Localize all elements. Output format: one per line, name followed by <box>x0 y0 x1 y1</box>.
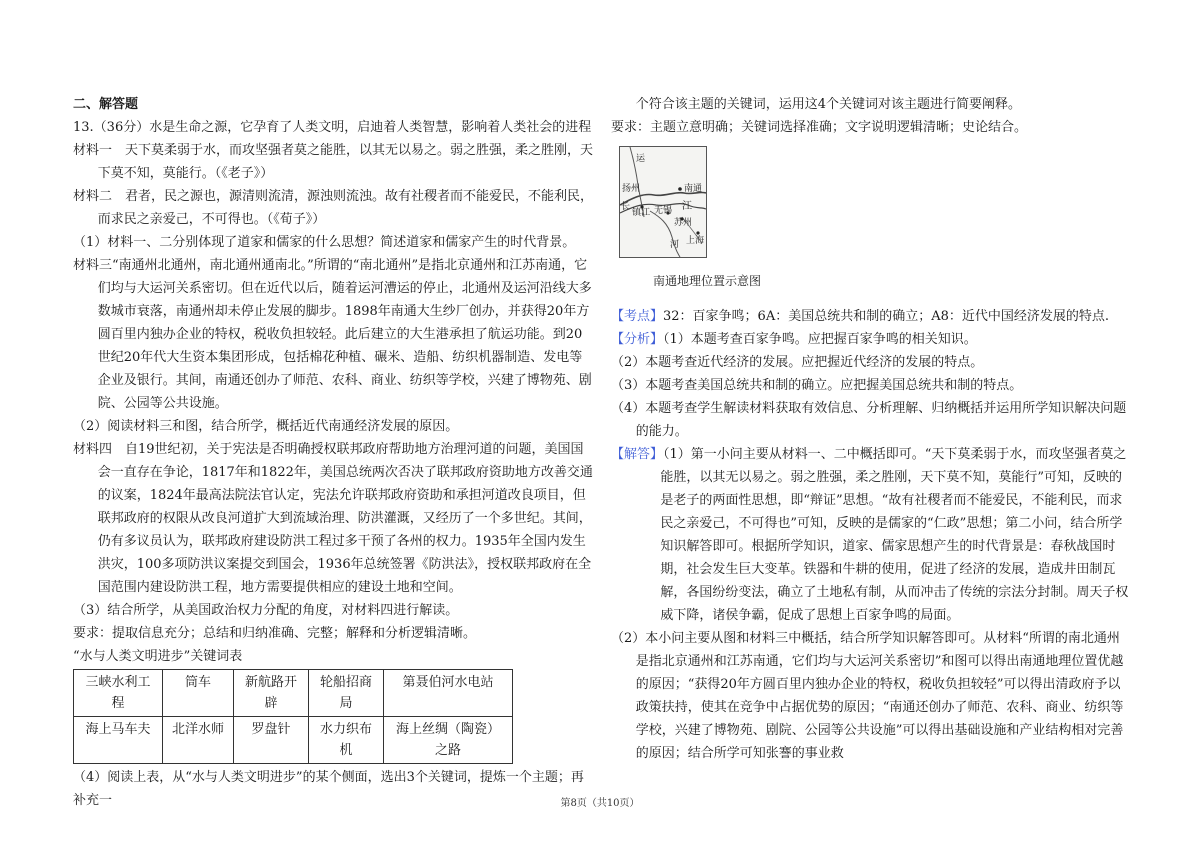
table-cell: 北洋水师 <box>163 717 234 764</box>
question-4-continued: 个符合该主题的关键词，运用这4个关键词对该主题进行简要阐释。 <box>635 97 1021 112</box>
map-label: 河 <box>670 240 680 250</box>
requirement-4: 要求：主题立意明确；关键词选择准确；文字说明逻辑清晰；史论结合。 <box>611 120 1028 135</box>
map-label: 长 <box>621 202 631 212</box>
kaodian-line <box>611 305 1129 328</box>
table-cell: 第聂伯河水电站 <box>384 670 513 717</box>
material-2: 材料二 君者，民之源也，源清则流清，源浊则流浊。故有社稷者而不能爱民，不能利民，而求民之亲爱己，不可得也。（《荀子》） <box>73 189 594 227</box>
fenxi-3: （3）本题考查美国总统共和制的确立。应把握美国总统共和制的特点。 <box>611 378 1023 393</box>
shanghai-dot <box>696 231 699 234</box>
question-2: （2）阅读材料三和图，结合所学，概括近代南通经济发展的原因。 <box>73 419 459 434</box>
jieda-line <box>611 443 1129 627</box>
fenxi-4: （4）本题考查学生解读材料获取有效信息、分析理解、归纳概括并运用所学知识解决问题的能力。 <box>611 401 1127 439</box>
map-label: 无锡 <box>654 206 673 216</box>
material-1: 材料一 天下莫柔弱于水，而攻坚强者莫之能胜，以其无以易之。弱之胜强，柔之胜刚，天下莫不知，莫能行。（《老子》） <box>73 143 594 181</box>
jieda-tag: 【解答】 <box>611 447 664 462</box>
table-cell: 海上马车夫 <box>74 717 163 764</box>
page-footer: 第8页（共10页） <box>560 798 640 809</box>
nantong-location-map <box>619 146 707 258</box>
map-label: 南通 <box>684 184 703 194</box>
map-caption: 南通地理位置示意图 <box>653 274 762 288</box>
yangtze-river-line <box>620 192 706 205</box>
map-label: 上海 <box>686 236 705 246</box>
question-4: （4）阅读上表，从“水与人类文明进步”的某个侧面，选出3个关键词，提炼一个主题；再补充一 <box>73 770 584 808</box>
material-3: 材料三“南通州北通州，南北通州通南北。”所谓的“南北通州”是指北京通州和江苏南通，它们均与大运河关系密切。但在近代以后，随着运河漕运的停止，北通州及运河沿线大多数城市衰落，南通州却未停止发展的脚步。1898年南通大生纱厂创办，并获得20年方圆百里内独办企业的特权，税收负担较轻。此后建立的大生港承担了航运功能。到20世纪20年代大生资本集团形成，包括棉花种植、碾米、造船、纺织机器制造、发电等企业及银行。其间，南通还创办了师范、农科、商业、纺织等学校，兴建了博物苑、剧院、公园等公共设施。 <box>73 258 592 411</box>
right-column <box>611 93 1129 765</box>
table-row <box>74 670 513 717</box>
jieda-1: （1）第一小问主要从材料一、二中概括即可。“天下莫柔弱于水，而攻坚强者莫之能胜，以其无以易之。弱之胜强，柔之胜刚，天下莫不知，莫能行”可知，反映的是老子的两面性思想，即“辩证”思想。“故有社稷者而不能爱民，不能利民，而求民之亲爱己，不可得也”可知，反映的是儒家的“仁政”思想；第二小问，结合所学知识解答即可。根据所学知识，道家、儒家思想产生的时代背景是：春秋战国时期，社会发生巨大变革。铁器和牛耕的使用，促进了经济的发展，造成井田制瓦解，各国纷纷变法，确立了土地私有制，从而冲击了传统的宗法分封制。周天子权威下降，诸侯争霸，促成了思想上百家争鸣的局面。 <box>660 447 1129 623</box>
fenxi-tag: 【分析】 <box>611 332 664 347</box>
keyword-table <box>73 669 513 764</box>
question-3: （3）结合所学，从美国政治权力分配的角度，对材料四进行解读。 <box>73 603 459 618</box>
map-label: 镇江 <box>632 208 651 218</box>
table-cell: 海上丝绸（陶瓷）之路 <box>384 717 513 764</box>
map-label: 苏州 <box>674 218 693 228</box>
table-row <box>74 717 513 764</box>
question-13-intro: 13.（36分）水是生命之源，它孕育了人类文明，启迪着人类智慧，影响着人类社会的进程 <box>73 120 592 135</box>
fenxi-2: （2）本题考查近代经济的发展。应把握近代经济的发展的特点。 <box>611 355 984 370</box>
map-label: 扬州 <box>622 184 641 194</box>
material-4: 材料四 自19世纪初，关于宪法是否明确授权联邦政府帮助地方治理河道的问题，美国国会一直存在争论，1817年和1822年，美国总统两次否决了联邦政府资助地方改善交通的议案，1824年最高法院法官认定，宪法允许联邦政府资助和承担河道改良项目，但联邦政府的权限从改良河道扩大到流域治理、防洪灌溉，又经历了一个多世纪。其间，仍有多议员认为，联邦政府建设防洪工程过多干预了各州的权力。1935年全国内发生洪灾，100多项防洪议案提交到国会，1936年总统签署《防洪法》，授权联邦政府在全国范围内建设防洪工程，地方需要提供相应的建设土地和空间。 <box>73 442 593 595</box>
table-cell: 轮船招商局 <box>309 670 384 717</box>
table-cell: 罗盘针 <box>234 717 309 764</box>
fenxi-line <box>611 328 1129 351</box>
nantong-dot <box>678 187 682 191</box>
table-cell: 水力织布机 <box>309 717 384 764</box>
map-label: 江 <box>682 201 692 212</box>
map-graphic <box>620 147 706 257</box>
table-cell: 筒车 <box>163 670 234 717</box>
requirement-3: 要求：提取信息充分；总结和归纳准确、完整；解释和分析逻辑清晰。 <box>73 626 477 641</box>
table-cell: 新航路开辟 <box>234 670 309 717</box>
section-title: 二、解答题 <box>73 97 139 112</box>
map-label: 运 <box>636 154 646 164</box>
table-title: “水与人类文明进步”关键词表 <box>73 649 243 664</box>
kaodian-tag: 【考点】 <box>611 309 664 324</box>
left-column <box>73 93 593 812</box>
question-1: （1）材料一、二分别体现了道家和儒家的什么思想？简述道家和儒家产生的时代背景。 <box>73 235 576 250</box>
jieda-2: （2）本小问主要从图和材料三中概括，结合所学知识解答即可。从材料“所谓的南北通州是指北京通州和江苏南通，它们均与大运河关系密切”和图可以得出南通地理位置优越的原因；“获得20年方圆百里内独办企业的特权，税收负担较轻”可以得出清政府予以政策扶持，使其在竞争中占据优势的原因；“南通还创办了师范、农科、商业、纺织等学校，兴建了博物苑、剧院、公园等公共设施”可以得出基础设施和产业结构相对完善的原因；结合所学可知张謇的事业救 <box>611 631 1124 761</box>
fenxi-1: （1）本题考查百家争鸣。应把握百家争鸣的相关知识。 <box>663 332 977 347</box>
kaodian-text: 32：百家争鸣；6A：美国总统共和制的确立；A8：近代中国经济发展的特点. <box>663 309 1110 324</box>
table-cell: 三峡水利工程 <box>74 670 163 717</box>
